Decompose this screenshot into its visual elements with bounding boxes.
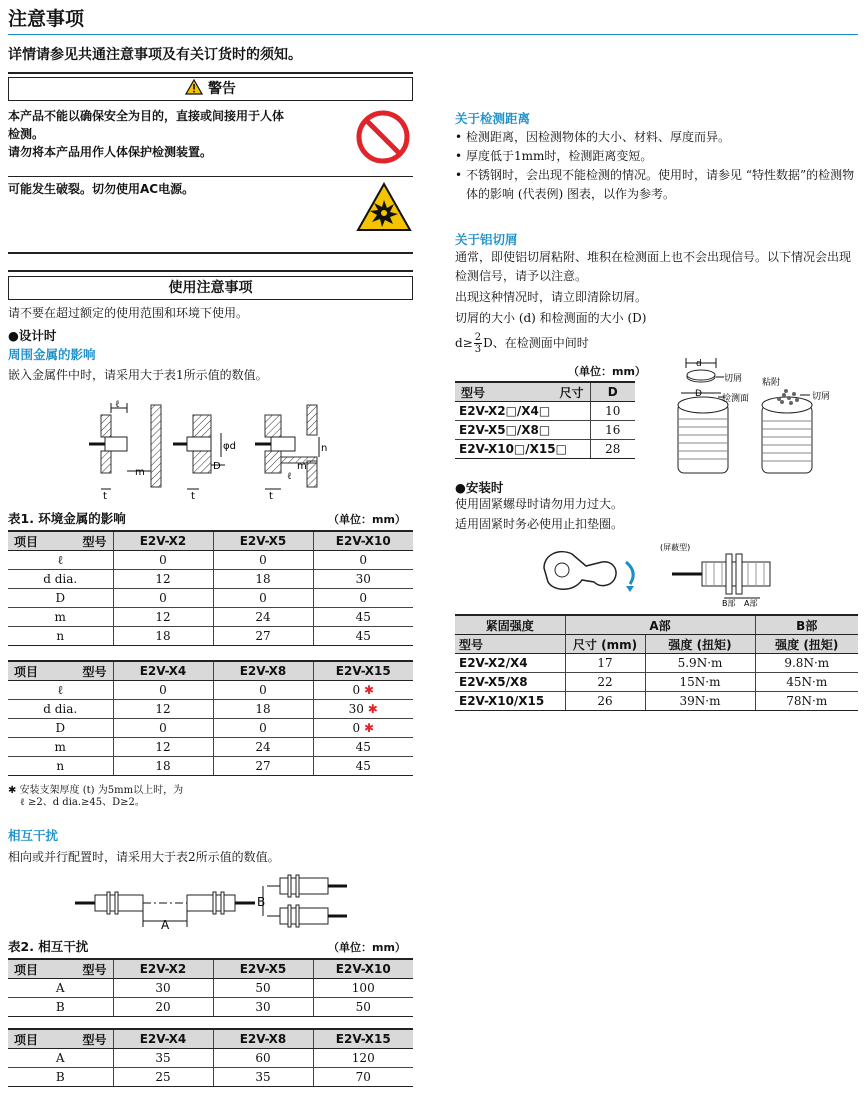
- table-cell: 0: [113, 681, 213, 700]
- table-cell: d dia.: [8, 700, 113, 719]
- star-mark: ✱: [363, 683, 375, 697]
- table-cell: 45: [313, 608, 413, 627]
- usage-header: 使用注意事项: [8, 276, 413, 300]
- chips-header-model: [455, 382, 590, 402]
- table2b-hdr-item-label: 项目: [14, 1032, 39, 1047]
- table2b-header-item: [8, 1029, 113, 1049]
- warning-bottom-rule: [8, 252, 413, 254]
- table-cell: m: [8, 738, 113, 757]
- table-row: [455, 421, 635, 440]
- table-cell: 50: [313, 998, 413, 1017]
- interference-label-a: A: [161, 918, 170, 931]
- diagram1-label-D: D: [213, 461, 221, 472]
- list-item: • 厚度低于1mm时，检测距离变短。: [455, 147, 858, 166]
- detect-heading: 关于检测距离: [455, 111, 531, 126]
- table1-note-line-1: ✱ 安装支架厚度 (t) 为5mm以上时，为: [8, 785, 184, 796]
- table-cell: 18: [113, 627, 213, 646]
- chips-hdr-model-label: 型号: [461, 385, 486, 400]
- star-mark: ✱: [367, 702, 378, 716]
- table-cell: 0: [213, 719, 313, 738]
- install-fig-b: B部: [722, 599, 736, 608]
- chips-unit: （单位：mm）: [568, 365, 646, 378]
- table2-block-b: [8, 1028, 413, 1087]
- table1b-header-item: [8, 661, 113, 681]
- table-cell: 35: [213, 1068, 313, 1087]
- table-cell: 0: [313, 551, 413, 570]
- warning-header-text: 警告: [207, 81, 236, 97]
- diagram1-label-t3: t: [269, 491, 273, 501]
- table-cell: 45: [313, 757, 413, 776]
- table1b-hdr-model-label: 型号: [82, 664, 107, 679]
- table-cell: E2V-X5/X8: [455, 673, 565, 692]
- wrench-icon: [544, 552, 616, 590]
- table1b-hdr-item-label: 项目: [14, 664, 39, 679]
- table-cell: 45: [313, 627, 413, 646]
- table-cell: 39N·m: [645, 692, 755, 711]
- chips-fig-chip2: 切屑: [812, 392, 831, 402]
- table1a-model-col: E2V-X10: [313, 531, 413, 551]
- install-fig-a: A部: [744, 599, 758, 608]
- table-cell: 0: [113, 719, 213, 738]
- table-cell: 120: [313, 1049, 413, 1068]
- formula-numerator: 2: [474, 331, 482, 343]
- table1b-model-col: E2V-X4: [113, 661, 213, 681]
- table-cell: 18: [113, 757, 213, 776]
- diagram1-label-m2: m: [297, 461, 307, 472]
- table1-caption: 表1. 环境金属的影响: [8, 511, 126, 526]
- table2a-hdr-model-label: 型号: [82, 962, 107, 977]
- chips-hdr-size-label: 尺寸: [559, 385, 584, 400]
- table-cell: 78N·m: [755, 692, 858, 711]
- table-row: [455, 654, 858, 673]
- chips-text-1: 通常，即使铝切屑粘附、堆积在检测面上也不会出现信号。以下情况会出现检测信号，请予以注意。: [455, 250, 852, 283]
- table2-caption: 表2. 相互干扰: [8, 939, 89, 954]
- table-cell: 27: [213, 627, 313, 646]
- table-cell: 12: [113, 700, 213, 719]
- table-cell: 18: [213, 570, 313, 589]
- table-row: [8, 700, 413, 719]
- table-cell: 26: [565, 692, 645, 711]
- install-header-b: B部: [755, 615, 858, 635]
- formula-denominator: 3: [474, 343, 482, 355]
- interference-heading: 相互干扰: [8, 828, 59, 843]
- table-cell: 100: [313, 979, 413, 998]
- table-cell: [313, 719, 413, 738]
- table-row: [455, 440, 635, 459]
- explosion-warning-icon: [356, 182, 412, 232]
- table2b-model-col: E2V-X15: [313, 1029, 413, 1049]
- chips-table: [455, 381, 635, 459]
- title-rule: [8, 34, 858, 35]
- detect-list: [455, 128, 858, 204]
- table-row: [8, 1049, 413, 1068]
- formula-prefix: d≥: [455, 335, 473, 350]
- formula-fraction: [474, 332, 482, 355]
- chips-header-d: D: [590, 382, 635, 402]
- table-cell: 30: [313, 570, 413, 589]
- cell-value: 30: [348, 702, 364, 716]
- table-cell: 0: [213, 681, 313, 700]
- table-row: [8, 719, 413, 738]
- table-row: [8, 570, 413, 589]
- install-diagram: [542, 540, 782, 608]
- table-row: [455, 692, 858, 711]
- warning-header: [8, 77, 413, 101]
- table-cell: 45: [313, 738, 413, 757]
- chips-diagram: [666, 355, 841, 475]
- table-cell: 25: [113, 1068, 213, 1087]
- table2a-model-col: E2V-X10: [313, 959, 413, 979]
- table-cell: E2V-X2□/X4□: [455, 402, 590, 421]
- install-text-2: 适用固紧时务必使用止扣垫圈。: [455, 517, 624, 531]
- table-cell: 24: [213, 608, 313, 627]
- table-cell: D: [8, 589, 113, 608]
- cell-value: 0: [352, 683, 361, 697]
- usage-top-rule: [8, 270, 413, 272]
- chips-fig-d: d: [696, 359, 702, 369]
- table-cell: 5.9N·m: [645, 654, 755, 673]
- table2-block-a: [8, 958, 413, 1017]
- install-text-1: 使用固紧螺母时请勿用力过大。: [455, 497, 624, 511]
- warning-top-rule: [8, 72, 413, 74]
- star-mark: ✱: [363, 721, 375, 735]
- table-cell: 17: [565, 654, 645, 673]
- table-cell: 0: [313, 589, 413, 608]
- table-cell: 0: [213, 589, 313, 608]
- interference-diagram: [75, 873, 350, 931]
- metal-embedding-diagram: [75, 393, 345, 501]
- table-cell: 16: [590, 421, 635, 440]
- table-row: [8, 979, 413, 998]
- chips-fig-chip: 切屑: [724, 374, 743, 384]
- table2b-hdr-model-label: 型号: [82, 1032, 107, 1047]
- table-row: [455, 673, 858, 692]
- prohibit-icon: [355, 109, 411, 165]
- table-cell: 27: [213, 757, 313, 776]
- table-row: [8, 681, 413, 700]
- table-cell: E2V-X5□/X8□: [455, 421, 590, 440]
- chips-heading: 关于铝切屑: [455, 232, 518, 247]
- table-cell: 0: [113, 589, 213, 608]
- table-row: [8, 738, 413, 757]
- table-cell: 18: [213, 700, 313, 719]
- table-cell: 30: [113, 979, 213, 998]
- table-cell: 20: [113, 998, 213, 1017]
- sensor-pair-parallel: [263, 875, 347, 927]
- table1a-model-col: E2V-X5: [213, 531, 313, 551]
- metal-heading: 周围金属的影响: [8, 347, 96, 362]
- table-cell: 12: [113, 738, 213, 757]
- table2a-header-item: [8, 959, 113, 979]
- table2b-model-col: E2V-X4: [113, 1029, 213, 1049]
- diagram1-label-t1: t: [103, 491, 107, 501]
- table-cell: 60: [213, 1049, 313, 1068]
- table1-note: [8, 785, 183, 809]
- table-cell: B: [8, 1068, 113, 1087]
- table-cell: 70: [313, 1068, 413, 1087]
- table-cell: 9.8N·m: [755, 654, 858, 673]
- install-heading: ●安装时: [455, 480, 504, 495]
- table-cell: n: [8, 627, 113, 646]
- install-table: [455, 614, 858, 711]
- formula-suffix: D、在检测面中间时: [483, 335, 589, 350]
- table-cell: ℓ: [8, 681, 113, 700]
- chips-fig-face: 检测面: [722, 394, 750, 404]
- diagram1-label-t2: t: [191, 491, 195, 501]
- table-cell: E2V-X2/X4: [455, 654, 565, 673]
- table-cell: d dia.: [8, 570, 113, 589]
- table-cell: [313, 681, 413, 700]
- table1-unit: （单位：mm）: [328, 513, 406, 526]
- design-heading: ●设计时: [8, 328, 57, 343]
- install-header-size: 尺寸 (mm): [565, 635, 645, 654]
- warning-triangle-icon: [185, 79, 203, 95]
- table-cell: 15N·m: [645, 673, 755, 692]
- interference-label-b: B: [257, 895, 266, 909]
- table-cell: 12: [113, 608, 213, 627]
- chips-fig-D: D: [695, 389, 702, 399]
- table-cell: E2V-X10□/X15□: [455, 440, 590, 459]
- chips-text-3: 切屑的大小 (d) 和检测面的大小 (D): [455, 311, 647, 325]
- table-cell: B: [8, 998, 113, 1017]
- table1a-model-col: E2V-X2: [113, 531, 213, 551]
- diagram1-label-n: n: [321, 443, 328, 454]
- table1-note-line-2: ℓ ≥2、d dia.≥45、D≥2。: [20, 797, 145, 808]
- table1a-hdr-model-label: 型号: [82, 534, 107, 549]
- table-cell: [313, 700, 413, 719]
- warning-item-1-line-3: 请勿将本产品用作人体保护检测装置。: [8, 145, 213, 159]
- table-cell: 24: [213, 738, 313, 757]
- table-cell: ℓ: [8, 551, 113, 570]
- table-row: [455, 402, 635, 421]
- table-cell: 30: [213, 998, 313, 1017]
- install-header-torque: 紧固强度: [455, 615, 565, 635]
- metal-text: 嵌入金属件中时，请采用大于表1所示值的数值。: [8, 368, 268, 382]
- table-row: [8, 551, 413, 570]
- table-row: [8, 608, 413, 627]
- table-row: [8, 757, 413, 776]
- warning-item-1-line-1: 本产品不能以确保安全为目的，直接或间接用于人体: [8, 109, 285, 123]
- table-cell: n: [8, 757, 113, 776]
- table-cell: 45N·m: [755, 673, 858, 692]
- table-cell: 0: [213, 551, 313, 570]
- table-cell: A: [8, 1049, 113, 1068]
- table-row: [8, 589, 413, 608]
- table-cell: 12: [113, 570, 213, 589]
- cell-value: 0: [352, 721, 361, 735]
- table-cell: 0: [113, 551, 213, 570]
- chips-formula: [455, 328, 589, 358]
- page-subtitle: 详情请参见共通注意事项及有关订货时的须知。: [8, 47, 302, 63]
- table-cell: m: [8, 608, 113, 627]
- table-cell: D: [8, 719, 113, 738]
- table1a-hdr-item-label: 项目: [14, 534, 39, 549]
- diagram1-label-l: ℓ: [115, 399, 120, 410]
- table-cell: 35: [113, 1049, 213, 1068]
- table2a-hdr-item-label: 项目: [14, 962, 39, 977]
- install-header-model: 型号: [455, 635, 565, 654]
- table1b-model-col: E2V-X8: [213, 661, 313, 681]
- install-fig-shield: (屏蔽型): [660, 543, 691, 552]
- list-item: • 不锈钢时，会出现不能检测的情况。使用时，请参见 “特性数据”的检测物体的影响 (代表例) 图表，以作为参考。: [455, 166, 858, 204]
- table1-block-a: [8, 530, 413, 646]
- page-title: 注意事项: [8, 8, 85, 30]
- table-cell: A: [8, 979, 113, 998]
- chips-text-2: 出现这种情况时，请立即清除切屑。: [455, 290, 648, 304]
- table2-unit: （单位：mm）: [328, 941, 406, 954]
- warning-item-1: [8, 107, 348, 161]
- table2a-model-col: E2V-X2: [113, 959, 213, 979]
- install-header-strength-a: 强度 (扭矩): [645, 635, 755, 654]
- table1-block-b: [8, 660, 413, 776]
- table2a-model-col: E2V-X5: [213, 959, 313, 979]
- diagram1-label-l2: ℓ: [287, 471, 292, 482]
- table-cell: 50: [213, 979, 313, 998]
- diagram1-case-b: [173, 415, 225, 489]
- table-cell: E2V-X10/X15: [455, 692, 565, 711]
- table-row: [8, 627, 413, 646]
- usage-intro: 请不要在超过额定的使用范围和环境下使用。: [8, 306, 249, 320]
- diagram1-label-m: m: [135, 467, 145, 478]
- table2b-model-col: E2V-X8: [213, 1029, 313, 1049]
- warning-item-2: 可能发生破裂。切勿使用AC电源。: [8, 182, 195, 196]
- table-cell: 10: [590, 402, 635, 421]
- table-row: [8, 998, 413, 1017]
- table-cell: 22: [565, 673, 645, 692]
- table1b-model-col: E2V-X15: [313, 661, 413, 681]
- table1a-header-item: [8, 531, 113, 551]
- diagram1-label-d: φd: [223, 441, 236, 452]
- diagram1-case-a: [89, 403, 161, 489]
- table-row: [8, 1068, 413, 1087]
- warning-divider: [8, 176, 413, 177]
- list-item: • 检测距离，因检测物体的大小、材料、厚度而异。: [455, 128, 858, 147]
- table-cell: 28: [590, 440, 635, 459]
- install-header-a: A部: [565, 615, 755, 635]
- warning-item-1-line-2: 检测。: [8, 127, 45, 141]
- install-header-strength-b: 强度 (扭矩): [755, 635, 858, 654]
- chips-fig-stick: 粘附: [762, 378, 781, 388]
- interference-text: 相向或并行配置时，请采用大于表2所示值的数值。: [8, 850, 280, 864]
